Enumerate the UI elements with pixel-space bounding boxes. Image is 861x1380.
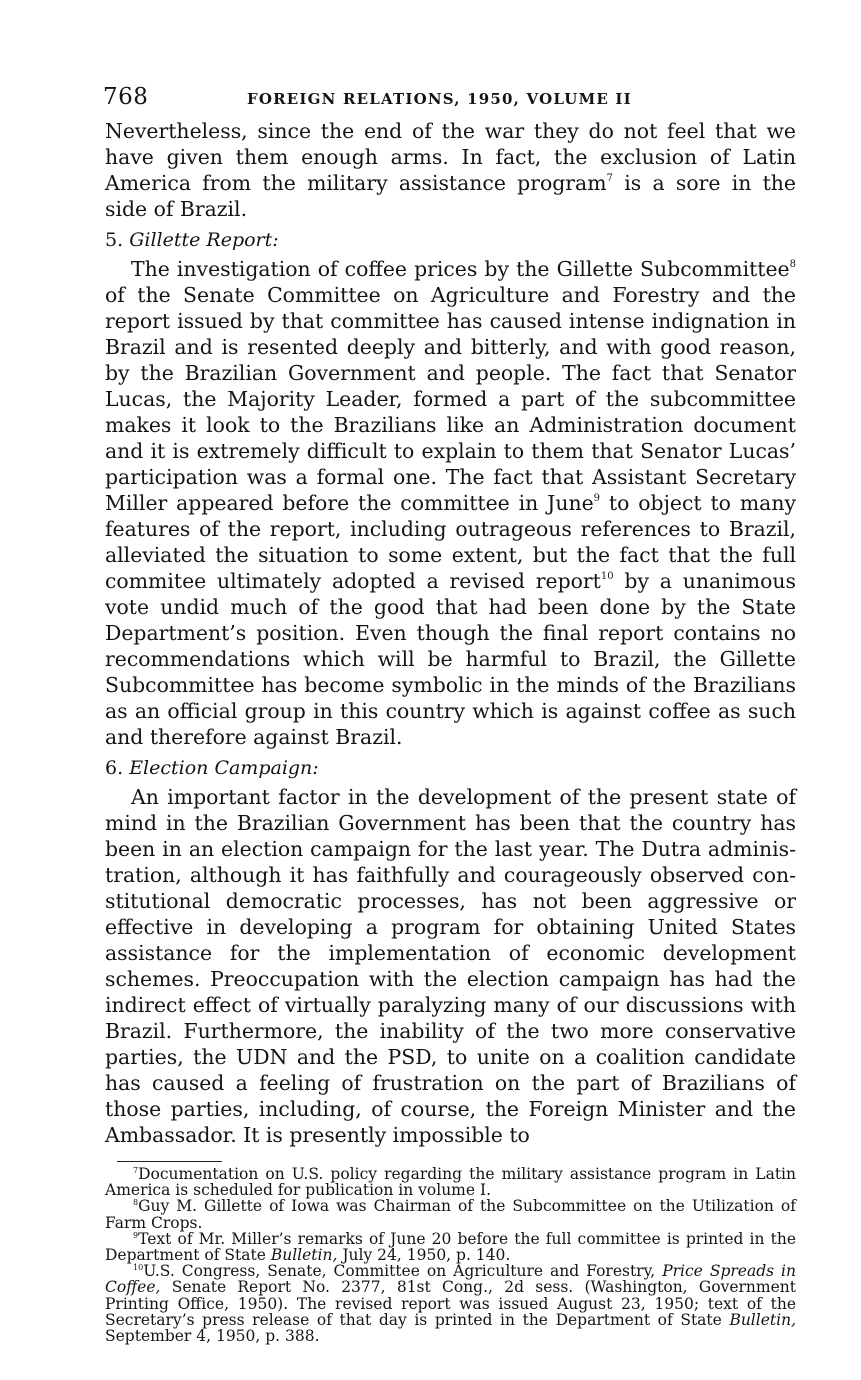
continuation-text-end: is a sore in the side of Brazil. <box>105 171 797 221</box>
footnote-mark: 10 <box>133 1263 144 1273</box>
footnote-text: Text of Mr. Miller’s remarks of June 20 before the full committee is printed in the Department of State <box>105 1229 796 1265</box>
footnote-ref-8: 8 <box>789 259 796 270</box>
continuation-text: Nevertheless, since the end of the war they do not feel that we have given them enough arms. In fact, the exclusion of Latin America from the military assistance program <box>105 119 796 195</box>
section-heading-gillette <box>105 227 796 253</box>
footnote-text: July 24, 1950, p. 140. <box>337 1246 511 1265</box>
section-number: 5. <box>105 229 124 251</box>
document-page <box>105 84 796 1344</box>
section-number: 6. <box>105 757 124 779</box>
footnote-text: U.S. Congress, Senate, Committee on Agriculture and Forestry, <box>143 1262 663 1281</box>
footnote-italic: Bulletin, <box>729 1310 796 1329</box>
footnote-mark: 9 <box>133 1230 139 1240</box>
footnote-divider <box>117 1161 222 1162</box>
election-paragraph: An important factor in the development of the present state of mind in the Brazilian Government has been that the country has been in an election campaign for the last year. The Dutra administration, although it has faithfully and courageously observed constitutional democratic processes, has not been aggressive or effective in developing a program for obtaining United States assistance for the implementation of economic development schemes. Preoccupation with the election campaign has had the indirect effect of virtually paralyzing many of our discussions with Brazil. Furthermore, the inability of the two more conservative parties, the UDN and the PSD, to unite on a coalition candidate has caused a feeling of frustration on the part of Brazilians of those parties, including, of course, the Foreign Minister and the Ambassador. It is presently impossible to <box>105 785 796 1147</box>
footnote-8 <box>105 1198 796 1230</box>
footnote-10 <box>105 1263 796 1344</box>
footnote-text: Documentation on U.S. policy regarding the military assistance program in Latin America is scheduled for publication in volume I. <box>105 1165 796 1200</box>
continuation-paragraph <box>105 118 796 222</box>
section-heading-election <box>105 755 796 781</box>
paragraph-text: to object to many features of the report, including outrageous references to Brazil, alleviated the situation to some extent, but the fact that the full commitee ultimately adopted a revised report <box>105 491 796 593</box>
footnote-ref-10: 10 <box>600 571 614 582</box>
footnote-7 <box>105 1166 796 1198</box>
footnote-mark: 8 <box>133 1198 139 1208</box>
page-number: 768 <box>103 84 149 110</box>
footnote-italic: Bulletin, <box>270 1246 338 1265</box>
footnote-text: Guy M. Gillette of Iowa was Chairman of the Subcommittee on the Utilization of Farm Crops. <box>105 1197 796 1232</box>
footnote-italic: Price Spreads in Coffee, <box>105 1262 796 1297</box>
footnote-ref-7: 7 <box>606 173 613 184</box>
page-header <box>105 84 796 114</box>
paragraph-text: of the Senate Committee on Agriculture and Forestry and the report issued by that committee has caused intense indignation in Brazil and is resented deeply and bitterly, and with good reason, by the Brazilian Government and people. The fact that Senator Lucas, the Majority Leader, formed a part of the subcommittee makes it look to the Brazilians like an Administration document and it is extremely difficult to explain to them that Senator Lucas’ participation was a formal one. The fact that Assistant Secretary Miller appeared before the committee in June <box>105 283 796 515</box>
section-title: Gillette Report: <box>129 229 279 251</box>
footnote-text: September 4, 1950, p. 388. <box>105 1327 320 1346</box>
running-title: FOREIGN RELATIONS, 1950, VOLUME II <box>247 90 632 108</box>
gillette-paragraph <box>105 256 796 750</box>
footnote-ref-9: 9 <box>593 493 601 504</box>
footnote-9 <box>105 1231 796 1263</box>
footnote-mark: 7 <box>133 1166 139 1175</box>
footnote-text: Senate Report No. 2377, 81st Cong., 2d sess. (Washington, Government Printing Office, 1950). The revised report was issued August 23, 1950; text of the Secretary’s press release of that day is printed in the Department of State <box>105 1278 796 1329</box>
paragraph-text: The investigation of coffee prices by the Gillette Subcommittee <box>131 257 790 281</box>
section-title: Election Campaign: <box>129 757 319 779</box>
paragraph-text: by a unanimous vote undid much of the good that had been done by the State Department’s position. Even though the final report contains no recommendations which will be harmful to Brazil, the Gillette Subcommittee has become symbolic in the minds of the Brazilians as an official group in this country which is against coffee as such and therefore against Brazil. <box>105 569 796 749</box>
